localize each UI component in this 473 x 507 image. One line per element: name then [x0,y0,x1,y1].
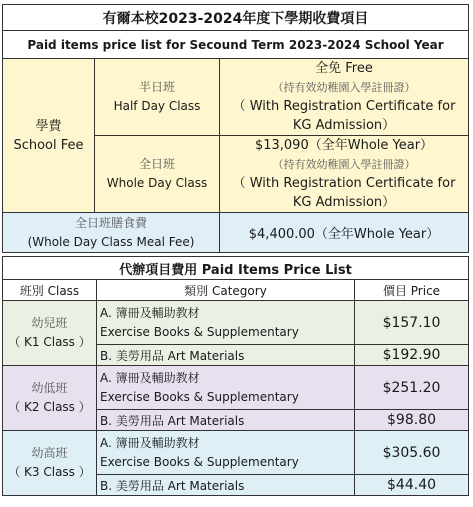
items-table [2,256,469,496]
k3-price-a: $305.60 [355,431,469,475]
items-title-en: Paid Items Price List [201,262,352,278]
class-k2-zh: 幼低班 [31,381,68,395]
whole-day-label-zh: 全日班 [138,157,175,171]
title-chinese: 有爾本校2023-2024年度下學期收費項目 [3,5,469,31]
class-k3-en: （ K3 Class ） [8,465,91,479]
meal-fee-price: $4,400.00（全年Whole Year） [220,213,469,253]
class-k1-en: （ K1 Class ） [8,335,91,349]
k1-category-a-zh: A. 簿冊及輔助教材 [100,305,200,320]
k3-category-a-en: Exercise Books & Supplementary [100,454,299,469]
half-day-price-free: 全免 Free [315,61,373,76]
half-day-label-en: Half Day Class [113,99,201,113]
k2-category-b: B. 美勞用品 Art Materials [97,410,355,431]
school-fee-label-zh: 學費 [35,118,62,134]
k2-category-a [97,366,355,410]
school-fee-label-en: School Fee [13,137,84,153]
col-header-class: 班別 Class [3,280,97,301]
meal-fee-label-en: (Whole Day Class Meal Fee) [27,234,195,249]
whole-day-label-en: Whole Day Class [106,176,208,190]
k1-price-b: $192.90 [355,345,469,366]
half-day-price-note-en-2: KG Admission） [292,118,396,133]
half-day-price [220,59,469,136]
class-k3 [3,431,97,496]
title-english: Paid items price list for Secound Term 2023-2024 School Year [3,31,469,59]
whole-day-label [95,136,220,213]
col-header-category: 類別 Category [97,280,355,301]
half-day-label-zh: 半日班 [138,80,175,94]
class-k1-zh: 幼兒班 [31,316,68,330]
k3-category-a-zh: A. 簿冊及輔助教材 [100,435,200,450]
class-k2 [3,366,97,431]
k3-category-a [97,431,355,475]
k1-price-a: $157.10 [355,301,469,345]
items-title-zh: 代辦項目費用 [119,262,198,278]
meal-fee-label [3,213,220,253]
class-k3-zh: 幼高班 [31,446,68,460]
whole-day-price-note-zh: （持有效幼稚園入學註冊證） [272,158,416,171]
school-fee-label [3,59,95,213]
whole-day-price-note-en-2: KG Admission） [292,195,396,210]
col-header-price: 價目 Price [355,280,469,301]
k1-category-b: B. 美勞用品 Art Materials [97,345,355,366]
items-title [3,257,469,280]
k2-price-b: $98.80 [355,410,469,431]
whole-day-price [220,136,469,213]
class-k2-en: （ K2 Class ） [8,400,91,414]
half-day-price-note-zh: （持有效幼稚園入學註冊證） [272,81,416,94]
k2-category-a-en: Exercise Books & Supplementary [100,389,299,404]
whole-day-price-amount: $13,090（全年Whole Year） [254,138,434,153]
k1-category-a [97,301,355,345]
k1-category-a-en: Exercise Books & Supplementary [100,324,299,339]
meal-fee-label-zh: 全日班膳食費 [74,215,147,230]
class-k1 [3,301,97,366]
k2-category-a-zh: A. 簿冊及輔助教材 [100,370,200,385]
k2-price-a: $251.20 [355,366,469,410]
k3-category-b: B. 美勞用品 Art Materials [97,475,355,496]
whole-day-price-note-en: （ With Registration Certificate for [232,176,456,191]
k3-price-b: $44.40 [355,475,469,496]
half-day-label [95,59,220,136]
half-day-price-note-en: （ With Registration Certificate for [232,99,456,114]
fee-table [2,4,469,253]
